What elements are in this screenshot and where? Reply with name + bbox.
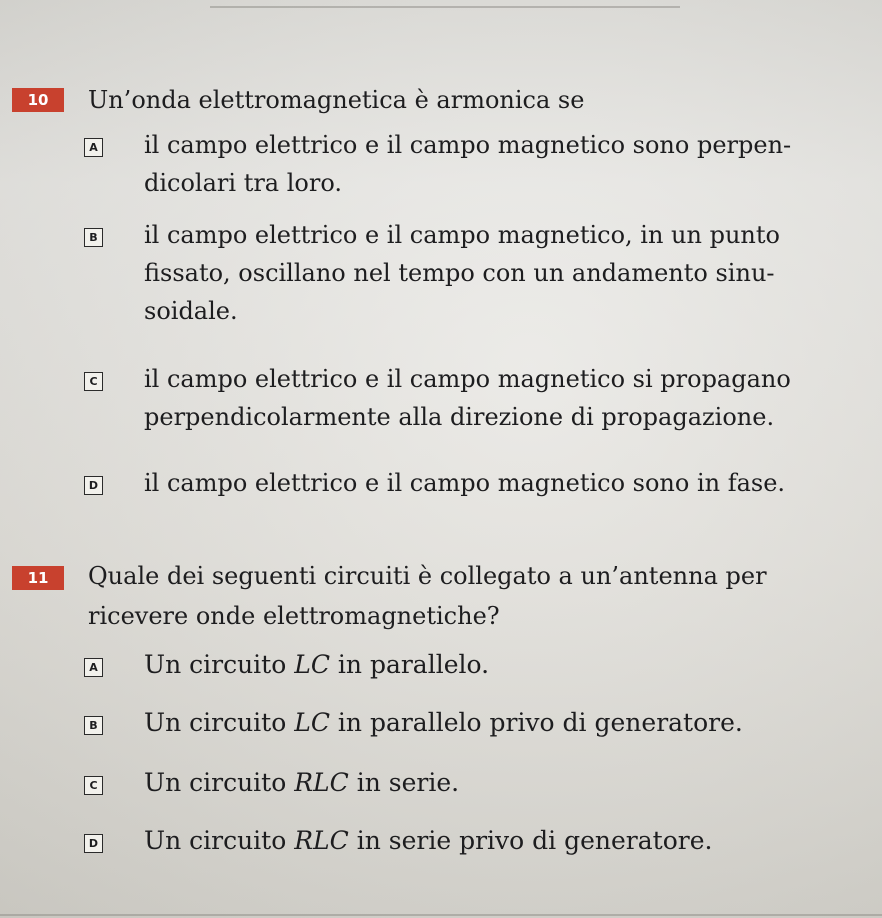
question-text: Un’onda elettromagnetica è armonica se	[88, 86, 585, 114]
option-letter-box: D	[84, 476, 103, 495]
option-text: il campo elettrico e il campo magnetico sono perpen- dicolari tra loro.	[144, 131, 792, 197]
option-letter-box: C	[84, 776, 103, 795]
option-text: Un circuito RLC in serie.	[144, 768, 460, 797]
option-text: il campo elettrico e il campo magnetico si propagano perpendicolarmente alla direzione di propagazione.	[144, 365, 791, 431]
question-text: Quale dei seguenti circuiti è collegato a un’antenna per ricevere onde elettromagnetiche?	[88, 562, 767, 630]
top-rule	[210, 0, 680, 8]
option-letter-box: B	[84, 716, 103, 735]
option-text: Un circuito LC in parallelo privo di generatore.	[144, 708, 743, 737]
option-letter-box: A	[84, 658, 103, 677]
option-text: Un circuito LC in parallelo.	[144, 650, 490, 679]
bottom-rule	[0, 914, 882, 916]
option-text: il campo elettrico e il campo magnetico sono in fase.	[144, 469, 786, 497]
option-text: il campo elettrico e il campo magnetico, in un punto fissato, oscillano nel tempo con un andamento sinu- soidale.	[144, 221, 780, 325]
option-letter-box: B	[84, 228, 103, 247]
option-text: Un circuito RLC in serie privo di generatore.	[144, 826, 713, 855]
question-number-badge: 11	[12, 566, 64, 590]
option-letter-box: D	[84, 834, 103, 853]
option-letter-box: A	[84, 138, 103, 157]
question-number-badge: 10	[12, 88, 64, 112]
option-letter-box: C	[84, 372, 103, 391]
